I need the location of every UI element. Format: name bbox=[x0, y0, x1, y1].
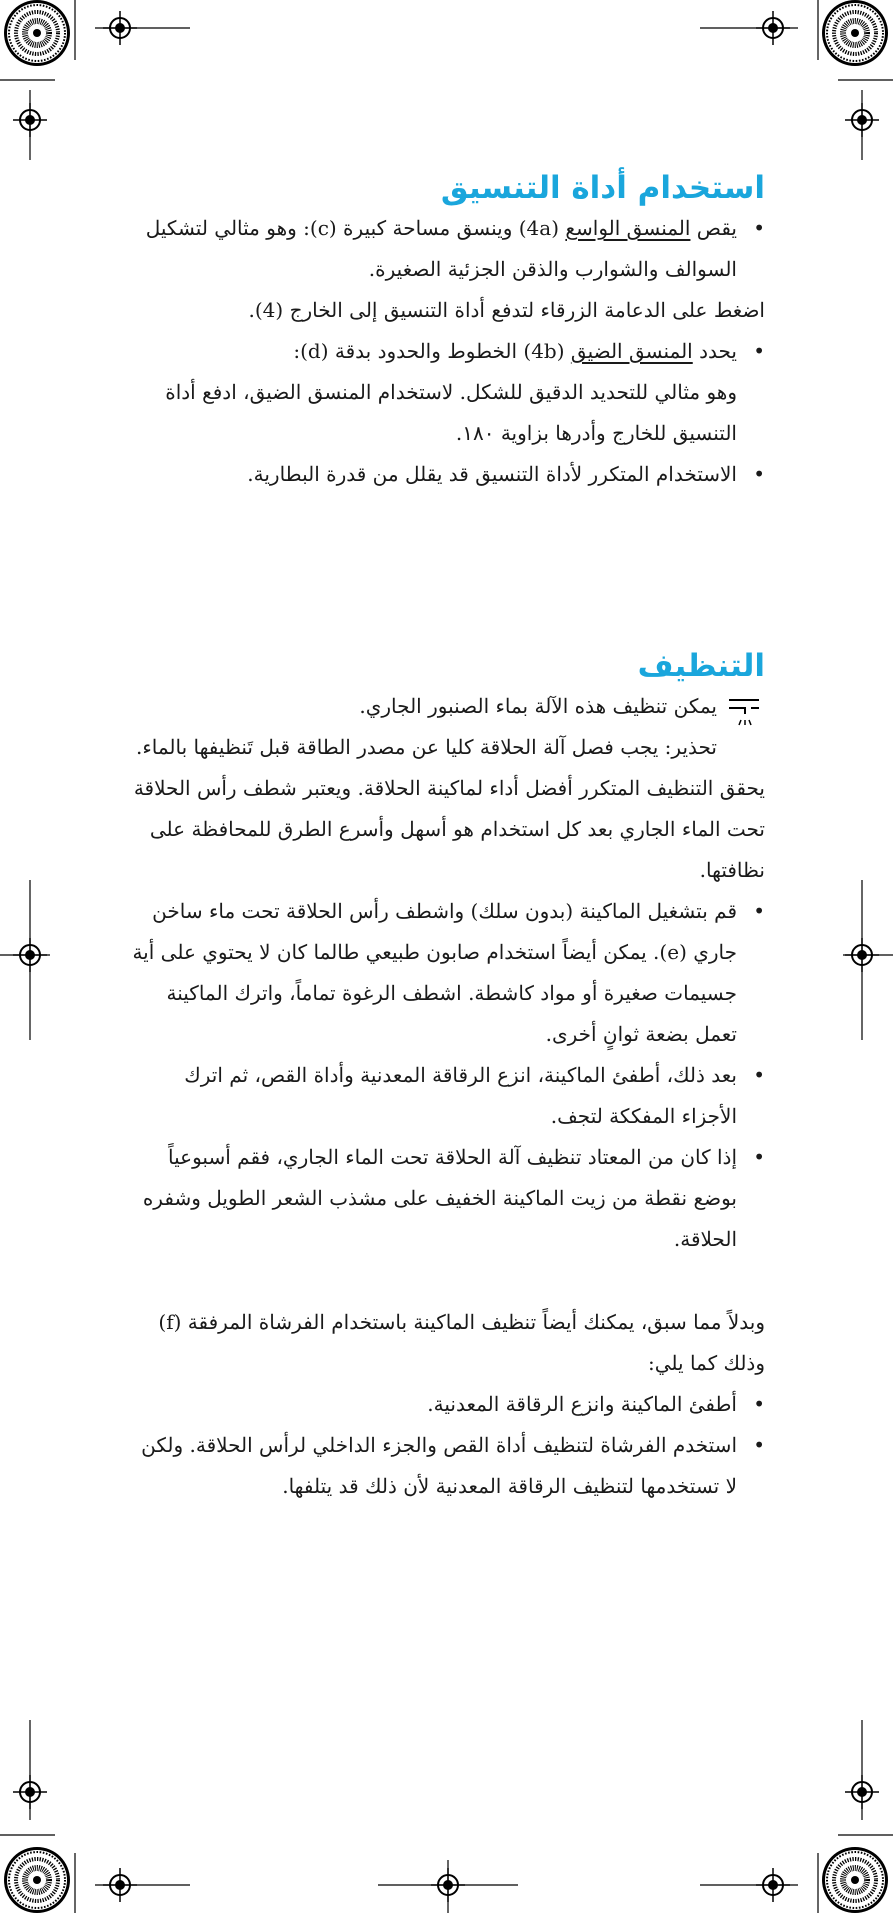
running-water-faucet-icon bbox=[725, 690, 763, 726]
cleaning-intro: يحقق التنظيف المتكرر أفضل أداء لماكينة الحلاقة. ويعتبر شطف رأس الحلاقة تحت الماء الجاري بعد كل استخدام هو أسهل وأسرع الطرق للمحافظة على نظافتها. bbox=[133, 776, 765, 882]
styler-b2-start: يحدد bbox=[692, 339, 737, 363]
wide-trimmer-term: المنسق الواسع bbox=[565, 216, 691, 240]
styler-b1-line2: اضغط على الدعامة الزرقاء لتدفع أداة التنسيق إلى الخارج (4). bbox=[248, 298, 765, 322]
styler-b2-rest: (4b) الخطوط والحدود بدقة (d): bbox=[293, 339, 571, 363]
list-item bbox=[125, 208, 765, 331]
list-item: • إذا كان من المعتاد تنظيف آلة الحلاقة تحت الماء الجاري، فقم أسبوعياً بوضع نقطة من زيت الماكينة الخفيف على مشذب الشعر الطويل وشفره الحلاقة. bbox=[125, 1137, 765, 1260]
cleaning-list bbox=[125, 891, 765, 1260]
narrow-trimmer-term: المنسق الضيق bbox=[570, 339, 693, 363]
tap-water-note bbox=[125, 686, 765, 768]
styler-heading: استخدام أداة التنسيق bbox=[440, 170, 765, 206]
starburst-target-icon bbox=[822, 0, 888, 66]
list-item bbox=[125, 331, 765, 454]
starburst-target-icon bbox=[4, 0, 70, 66]
list-item: • قم بتشغيل الماكينة (بدون سلك) واشطف رأس الحلاقة تحت ماء ساخن جاري (e). يمكن أيضاً استخدام صابون طبيعي طالما كان لا يحتوي على أية جسيمات صغيرة أو مواد كاشطة. اشطف الرغوة تماماً، واترك الماكينة تعمل بضعة ثوانٍ أخرى. bbox=[125, 891, 765, 1055]
list-item: • الاستخدام المتكرر لأداة التنسيق قد يقلل من قدرة البطارية. bbox=[125, 454, 765, 495]
list-item: • استخدم الفرشاة لتنظيف أداة القص والجزء الداخلي لرأس الحلاقة. ولكن لا تستخدمها لتنظيف الرقاقة المعدنية لأن ذلك قد يتلفها. bbox=[125, 1425, 765, 1507]
styler-list bbox=[125, 208, 765, 495]
brush-intro: وبدلاً مما سبق، يمكنك أيضاً تنظيف الماكينة باستخدام الفرشاة المرفقة (f) وذلك كما يلي: bbox=[158, 1310, 765, 1375]
brush-list bbox=[125, 1384, 765, 1507]
list-item: • أطفئ الماكينة وانزع الرقاقة المعدنية. bbox=[125, 1384, 765, 1425]
styler-section bbox=[125, 168, 765, 495]
starburst-target-icon bbox=[4, 1847, 70, 1913]
tap-note-text: يمكن تنظيف هذه الآلة بماء الصنبور الجاري. bbox=[359, 694, 717, 718]
starburst-target-icon bbox=[822, 1847, 888, 1913]
cleaning-section bbox=[125, 646, 765, 1507]
styler-b2-line2: وهو مثالي للتحديد الدقيق للشكل. لاستخدام المنسق الضيق، ادفع أداة التنسيق للخارج وأدرها بزاوية ١٨٠. bbox=[165, 380, 737, 445]
cleaning-heading: التنظيف bbox=[637, 648, 765, 684]
list-item: • بعد ذلك، أطفئ الماكينة، انزع الرقاقة المعدنية وأداة القص، ثم اترك الأجزاء المفككة لتجف. bbox=[125, 1055, 765, 1137]
warning-text: تحذير: يجب فصل آلة الحلاقة كليا عن مصدر الطاقة قبل تَنظيفها بالماء. bbox=[135, 735, 717, 759]
styler-b1-rest: (4a) وينسق مساحة كبيرة (c): وهو مثالي لتشكيل السوالف والشوارب والذقن الجزئية الصغيرة. bbox=[145, 216, 737, 281]
styler-b1-start: يقص bbox=[690, 216, 737, 240]
